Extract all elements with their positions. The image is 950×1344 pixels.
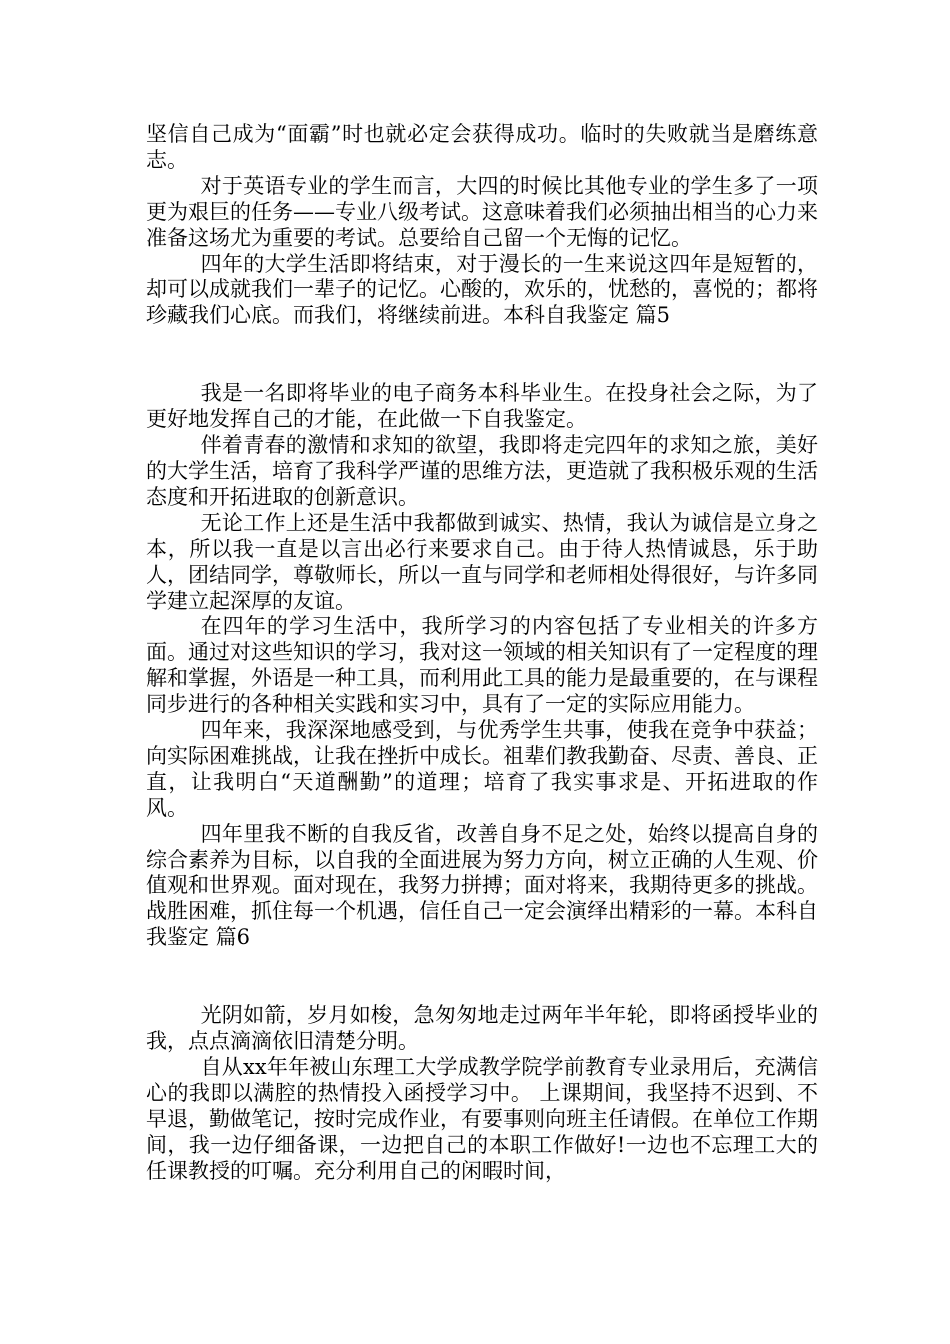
section-gap [146,329,818,381]
paragraph: 四年的大学生活即将结束，对于漫长的一生来说这四年是短暂的，却可以成就我们一辈子的记忆。心酸的，欢乐的，忧愁的，喜悦的；都将珍藏我们心底。而我们，将继续前进。本科自我鉴定 篇5 [146,251,818,328]
paragraph: 四年来，我深深地感受到，与优秀学生共事，使我在竞争中获益；向实际困难挑战，让我在挫折中成长。祖辈们教我勤奋、尽责、善良、正直，让我明白“天道酬勤”的道理；培育了我实事求是、开拓进取的作风。 [146,718,818,820]
paragraph: 坚信自己成为“面霸”时也就必定会获得成功。临时的失败就当是磨练意志。 [146,122,818,172]
paragraph: 对于英语专业的学生而言，大四的时候比其他专业的学生多了一项更为艰巨的任务——专业八级考试。这意味着我们必须抽出相当的心力来准备这场尤为重要的考试。总要给自己留一个无悔的记忆。 [146,173,818,250]
document-page [146,122,818,1185]
paragraph: 在四年的学习生活中，我所学习的内容包括了专业相关的许多方面。通过对这些知识的学习，我对这一领域的相关知识有了一定程度的理解和掌握，外语是一种工具，而利用此工具的能力是最重要的，在与课程同步进行的各种相关实践和实习中，具有了一定的实际应用能力。 [146,614,818,717]
paragraph: 伴着青春的激情和求知的欲望，我即将走完四年的求知之旅，美好的大学生活，培育了我科学严谨的思维方法，更造就了我积极乐观的生活态度和开拓进取的创新意识。 [146,433,818,509]
paragraph: 四年里我不断的自我反省，改善自身不足之处，始终以提高自身的综合素养为目标，以自我的全面进展为努力方向，树立正确的人生观、价值观和世界观。面对现在，我努力拼搏；面对将来，我期待更多的挑战。战胜困难，抓住每一个机遇，信任自己一定会演绎出精彩的一幕。本科自我鉴定 篇6 [146,821,818,950]
paragraph: 自从xx年年被山东理工大学成教学院学前教育专业录用后，充满信心的我即以满腔的热情投入函授学习中。 上课期间，我坚持不迟到、不早退，勤做笔记，按时完成作业，有要事则向班主任请假。在单位工作期间，我一边仔细备课，一边把自己的本职工作做好!一边也不忘理工大的任课教授的叮嘱。充分利用自己的闲暇时间， [146,1055,818,1183]
paragraph: 无论工作上还是生活中我都做到诚实、热情，我认为诚信是立身之本，所以我一直是以言出必行来要求自己。由于待人热情诚恳，乐于助人，团结同学，尊敬师长，所以一直与同学和老师相处得很好，与许多同学建立起深厚的友谊。 [146,510,818,613]
paragraph: 光阴如箭，岁月如梭，急匆匆地走过两年半年轮，即将函授毕业的我，点点滴滴依旧清楚分明。 [146,1003,818,1054]
section-gap [146,951,818,1003]
paragraph: 我是一名即将毕业的电子商务本科毕业生。在投身社会之际，为了更好地发挥自己的才能，在此做一下自我鉴定。 [146,381,818,432]
